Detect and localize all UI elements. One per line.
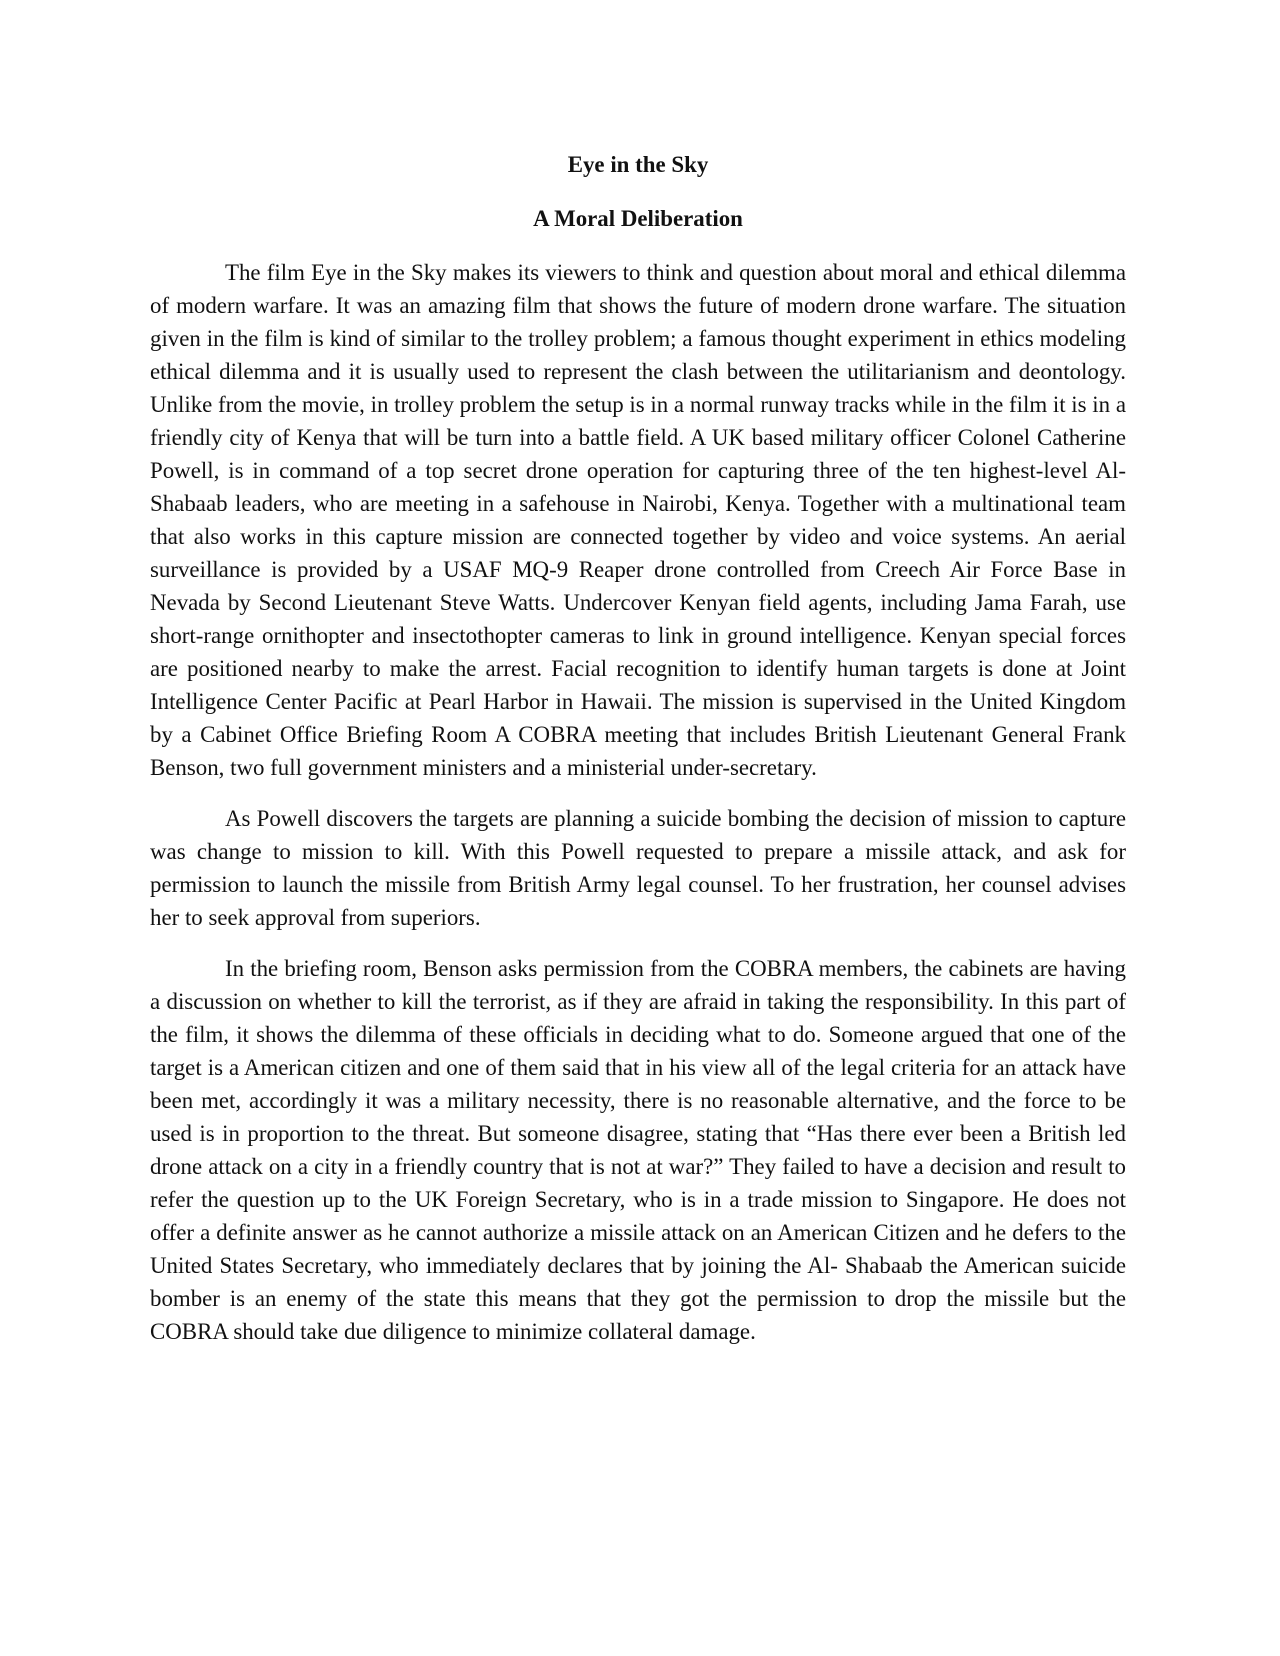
paragraph-3: In the briefing room, Benson asks permission from the COBRA members, the cabinets are having a discussion on whether to kill the terrorist, as if they are afraid in taking the responsibility. In this part of the film, it shows the dilemma of these officials in deciding what to do. Someone argued that one of the target is a American citizen and one of them said that in his view all of the legal criteria for an attack have been met, accordingly it was a military necessity, there is no reasonable alternative, and the force to be used is in proportion to the threat. But someone disagree, stating that “Has there ever been a British led drone attack on a city in a friendly country that is not at war?” They failed to have a decision and result to refer the question up to the UK Foreign Secretary, who is in a trade mission to Singapore. He does not offer a definite answer as he cannot authorize a missile attack on an American Citizen and he defers to the United States Secretary, who immediately declares that by joining the Al- Shabaab the American suicide bomber is an enemy of the state this means that they got the permission to drop the missile but the COBRA should take due diligence to minimize collateral damage. bbox=[150, 956, 1126, 1344]
paragraph-1: The film Eye in the Sky makes its viewers to think and question about moral and ethical dilemma of modern warfare. It was an amazing film that shows the future of modern drone warfare. The situation given in the film is kind of similar to the trolley problem; a famous thought experiment in ethics modeling ethical dilemma and it is usually used to represent the clash between the utilitarianism and deontology. Unlike from the movie, in trolley problem the setup is in a normal runway tracks while in the film it is in a friendly city of Kenya that will be turn into a battle field. A UK based military officer Colonel Catherine Powell, is in command of a top secret drone operation for capturing three of the ten highest-level Al-Shabaab leaders, who are meeting in a safehouse in Nairobi, Kenya. Together with a multinational team that also works in this capture mission are connected together by video and voice systems. An aerial surveillance is provided by a USAF MQ-9 Reaper drone controlled from Creech Air Force Base in Nevada by Second Lieutenant Steve Watts. Undercover Kenyan field agents, including Jama Farah, use short-range ornithopter and insectothopter cameras to link in ground intelligence. Kenyan special forces are positioned nearby to make the arrest. Facial recognition to identify human targets is done at Joint Intelligence Center Pacific at Pearl Harbor in Hawaii. The mission is supervised in the United Kingdom by a Cabinet Office Briefing Room A COBRA meeting that includes British Lieutenant General Frank Benson, two full government ministers and a ministerial under-secretary. bbox=[150, 260, 1126, 780]
paragraph-2: As Powell discovers the targets are planning a suicide bombing the decision of mission to capture was change to mission to kill. With this Powell requested to prepare a missile attack, and ask for permission to launch the missile from British Army legal counsel. To her frustration, her counsel advises her to seek approval from superiors. bbox=[150, 806, 1126, 930]
document-body bbox=[150, 148, 1126, 1348]
document-title: Eye in the Sky bbox=[567, 152, 709, 177]
document-subtitle: A Moral Deliberation bbox=[533, 206, 743, 231]
